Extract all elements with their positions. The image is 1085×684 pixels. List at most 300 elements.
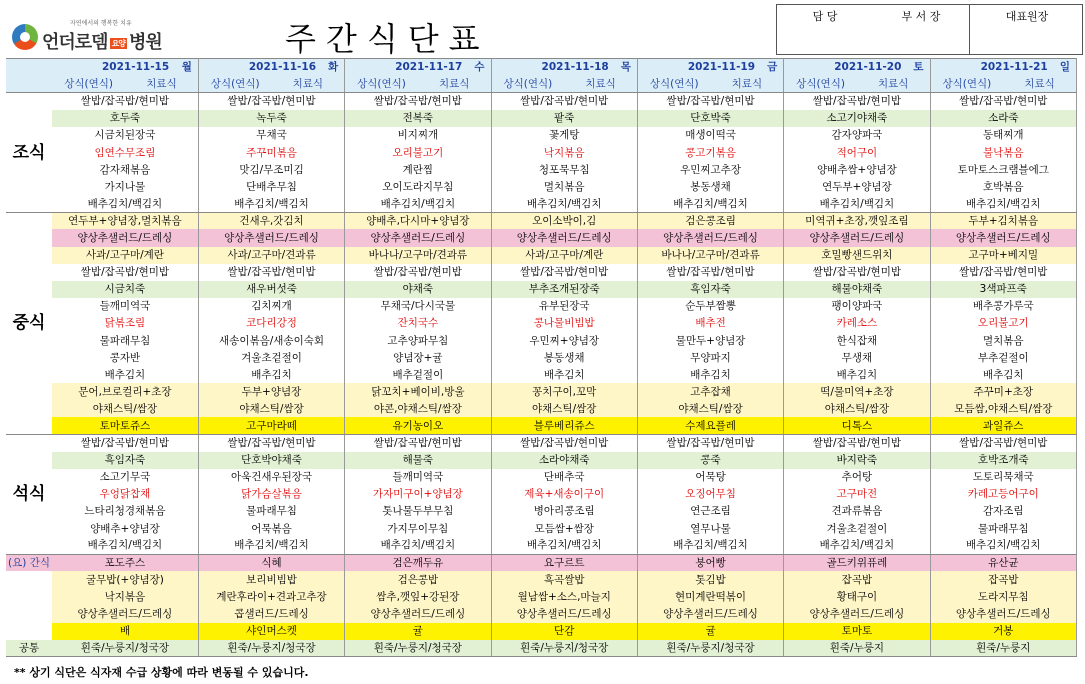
menu-cell: 배추김치 [52, 366, 198, 383]
diet-type-therapeutic: 치료식 [564, 76, 637, 93]
menu-cell: 쌀밥/잡곡밥/현미밥 [198, 435, 344, 452]
menu-cell: 부추조개된장죽 [491, 281, 637, 298]
menu-cell: 바나나/고구마/견과류 [637, 247, 783, 264]
weekly-menu-table [6, 58, 1077, 657]
menu-cell: 쌀밥/잡곡밥/현미밥 [930, 93, 1076, 110]
menu-cell: 미역귀+초장,깻잎조림 [784, 212, 930, 229]
menu-cell: 카레고등어구이 [930, 486, 1076, 503]
menu-cell: 계란후라이+견과고추장 [198, 588, 344, 605]
menu-cell: 양상추샐러드/드레싱 [784, 229, 930, 246]
page-title: 주간식단표 [285, 20, 490, 58]
hospital-logo [10, 18, 175, 58]
menu-cell: 두부+김치볶음 [930, 212, 1076, 229]
menu-cell: 거봉 [930, 623, 1076, 640]
menu-cell: 오이소박이,김 [491, 212, 637, 229]
menu-cell: 한식잡채 [784, 332, 930, 349]
menu-cell: 토마토 [784, 623, 930, 640]
menu-cell: 감자조림 [930, 503, 1076, 520]
diet-type-regular: 상식(연식) [345, 76, 418, 93]
menu-cell: 연두부+양념장,멸치볶음 [52, 212, 198, 229]
menu-row [6, 623, 1077, 640]
menu-cell: 야채스틱/쌈장 [198, 400, 344, 417]
menu-cell: 물파래무침 [52, 332, 198, 349]
menu-row [6, 144, 1077, 161]
meal-label-breakfast: 조식 [6, 93, 52, 213]
menu-cell: 야채죽 [345, 281, 491, 298]
menu-row [6, 178, 1077, 195]
meal-label-common: 공통 [6, 640, 52, 657]
menu-row [6, 298, 1077, 315]
menu-cell: 쌈추,깻잎+강된장 [345, 588, 491, 605]
menu-cell: 쌀밥/잡곡밥/현미밥 [52, 93, 198, 110]
menu-cell: 새송이볶음/새송이숙회 [198, 332, 344, 349]
diet-type-regular: 상식(연식) [637, 76, 710, 93]
menu-cell: 포도주스 [52, 554, 198, 571]
logo-tagline: 자연에서의 행복한 치유 [70, 20, 132, 27]
menu-cell: 배추김치/백김치 [930, 537, 1076, 554]
menu-cell: 흑임자죽 [637, 281, 783, 298]
menu-cell: 양배추,다시마+양념장 [345, 212, 491, 229]
menu-cell: 쌀밥/잡곡밥/현미밥 [784, 435, 930, 452]
menu-cell: 매생이떡국 [637, 127, 783, 144]
menu-cell: 해물야채죽 [784, 281, 930, 298]
menu-cell: 배추김치/백김치 [930, 195, 1076, 212]
menu-cell: 멸치볶음 [930, 332, 1076, 349]
menu-cell: 무채국 [198, 127, 344, 144]
menu-cell: 사과/고구마/견과류 [198, 247, 344, 264]
menu-row [6, 127, 1077, 144]
menu-row [6, 195, 1077, 212]
menu-cell: 카레소스 [784, 315, 930, 332]
diet-type-therapeutic: 치료식 [272, 76, 345, 93]
menu-cell: 주꾸미+초장 [930, 383, 1076, 400]
menu-cell: 보리비빔밥 [198, 571, 344, 588]
menu-cell: 잔치국수 [345, 315, 491, 332]
menu-cell: 쌀밥/잡곡밥/현미밥 [637, 93, 783, 110]
menu-cell: 가지나물 [52, 178, 198, 195]
approval-box [776, 4, 1083, 55]
menu-cell: 오리불고기 [930, 315, 1076, 332]
menu-cell: 배추김치 [784, 366, 930, 383]
menu-cell: 열무나물 [637, 520, 783, 537]
menu-cell: 단배추국 [491, 469, 637, 486]
menu-row [6, 93, 1077, 110]
menu-cell: 배추김치/백김치 [491, 537, 637, 554]
menu-cell: 꽁치구이,꼬막 [491, 383, 637, 400]
menu-cell: 계란찜 [345, 161, 491, 178]
menu-cell: 콩나물비빔밥 [491, 315, 637, 332]
menu-row [6, 640, 1077, 657]
menu-cell: 적어구이 [784, 144, 930, 161]
menu-row [6, 469, 1077, 486]
menu-cell: 바나나/고구마/견과류 [345, 247, 491, 264]
diet-type-regular: 상식(연식) [198, 76, 271, 93]
menu-row [6, 435, 1077, 452]
day-cell: 토 [857, 59, 930, 76]
menu-cell: 우엉닭찹채 [52, 486, 198, 503]
hospital-badge: 요양 [111, 38, 126, 48]
menu-cell: 쌀밥/잡곡밥/현미밥 [784, 264, 930, 281]
menu-cell: 양상추샐러드/드레싱 [345, 606, 491, 623]
date-cell: 2021-11-18 [491, 59, 564, 76]
menu-cell: 양상추샐러드/드레싱 [491, 229, 637, 246]
logo-mark-icon [12, 24, 38, 50]
menu-cell: 오징어무침 [637, 486, 783, 503]
menu-cell: 호박조개죽 [930, 452, 1076, 469]
menu-cell: 들깨미역국 [52, 298, 198, 315]
menu-cell: 도라지무침 [930, 588, 1076, 605]
menu-cell: 배추김치 [198, 366, 344, 383]
menu-cell: 호밀빵샌드위치 [784, 247, 930, 264]
corner-cell [6, 76, 52, 93]
menu-cell: 사과/고구마/계란 [491, 247, 637, 264]
menu-cell: 견과류볶음 [784, 503, 930, 520]
menu-cell: 모듬쌈+쌈장 [491, 520, 637, 537]
menu-cell: 오이도라지무침 [345, 178, 491, 195]
menu-cell: 단호박야채죽 [198, 452, 344, 469]
menu-cell: 배추김치/백김치 [198, 537, 344, 554]
menu-cell: 배추김치/백김치 [52, 195, 198, 212]
menu-cell: 소라야채죽 [491, 452, 637, 469]
menu-cell: 배추김치 [637, 366, 783, 383]
day-cell: 화 [272, 59, 345, 76]
menu-row [6, 588, 1077, 605]
menu-cell: 흰죽/누룽지/청국장 [52, 640, 198, 657]
menu-cell: 물파래무침 [930, 520, 1076, 537]
menu-cell: 배추김치/백김치 [637, 195, 783, 212]
menu-row [6, 264, 1077, 281]
menu-row [6, 417, 1077, 434]
menu-cell: 연두부+양념장 [784, 178, 930, 195]
menu-cell: 흑임자죽 [52, 452, 198, 469]
menu-row [6, 520, 1077, 537]
menu-cell: 무양파지 [637, 349, 783, 366]
menu-cell: 가지무이무침 [345, 520, 491, 537]
menu-cell: 쌀밥/잡곡밥/현미밥 [52, 264, 198, 281]
menu-cell: 쌀밥/잡곡밥/현미밥 [345, 435, 491, 452]
menu-cell: 비지찌개 [345, 127, 491, 144]
menu-cell: 과일쥬스 [930, 417, 1076, 434]
menu-row [6, 400, 1077, 417]
menu-cell: 병아리콩조림 [491, 503, 637, 520]
menu-cell: 톳김밥 [637, 571, 783, 588]
diet-type-regular: 상식(연식) [784, 76, 857, 93]
menu-cell: 모듬쌈,야채스틱/쌈장 [930, 400, 1076, 417]
diet-type-therapeutic: 치료식 [1003, 76, 1076, 93]
day-cell: 일 [1003, 59, 1076, 76]
menu-cell: 굴무밥(+양념장) [52, 571, 198, 588]
menu-cell: 우민찌+양념장 [491, 332, 637, 349]
menu-cell: 현미계란떡볶이 [637, 588, 783, 605]
menu-row [6, 110, 1077, 127]
menu-row [6, 571, 1077, 588]
day-cell: 금 [711, 59, 784, 76]
date-cell: 2021-11-15 [52, 59, 125, 76]
menu-cell: 김치찌개 [198, 298, 344, 315]
menu-row [6, 332, 1077, 349]
menu-cell: 닭꼬치+베이비,방울 [345, 383, 491, 400]
menu-row [6, 161, 1077, 178]
menu-cell: 쌀밥/잡곡밥/현미밥 [637, 435, 783, 452]
menu-cell: 귤 [345, 623, 491, 640]
menu-cell: 감자채볶음 [52, 161, 198, 178]
menu-cell: 소라죽 [930, 110, 1076, 127]
menu-cell: 호박볶음 [930, 178, 1076, 195]
menu-cell: 어묵탕 [637, 469, 783, 486]
date-cell: 2021-11-19 [637, 59, 710, 76]
menu-cell: 사과/고구마/계란 [52, 247, 198, 264]
menu-cell: 배추김치 [930, 366, 1076, 383]
menu-cell: 디톡스 [784, 417, 930, 434]
menu-cell: 가자미구이+양념장 [345, 486, 491, 503]
menu-cell: 쌀밥/잡곡밥/현미밥 [345, 264, 491, 281]
menu-cell: 양상추샐러드/드레싱 [930, 229, 1076, 246]
menu-cell: 호두죽 [52, 110, 198, 127]
menu-cell: 쌀밥/잡곡밥/현미밥 [345, 93, 491, 110]
date-cell: 2021-11-20 [784, 59, 857, 76]
menu-cell: 야채스틱/쌈장 [784, 400, 930, 417]
menu-cell: 콩자반 [52, 349, 198, 366]
menu-cell: 쌀밥/잡곡밥/현미밥 [784, 93, 930, 110]
menu-cell: 떡/물미역+초장 [784, 383, 930, 400]
menu-cell: 소고기무국 [52, 469, 198, 486]
diet-type-therapeutic: 치료식 [857, 76, 930, 93]
menu-cell: 물파래무침 [198, 503, 344, 520]
corner-cell [6, 59, 52, 76]
menu-cell: 샤인머스켓 [198, 623, 344, 640]
diet-type-regular: 상식(연식) [52, 76, 125, 93]
menu-row [6, 281, 1077, 298]
menu-cell: 쌀밥/잡곡밥/현미밥 [198, 264, 344, 281]
menu-cell: 흰죽/누룽지/청국장 [198, 640, 344, 657]
menu-row [6, 247, 1077, 264]
diet-type-therapeutic: 치료식 [418, 76, 491, 93]
menu-cell: 골드키위퓨레 [784, 554, 930, 571]
menu-cell: 흰죽/누룽지 [930, 640, 1076, 657]
menu-cell: 배추김치/백김치 [784, 195, 930, 212]
menu-row [6, 554, 1077, 571]
day-cell: 수 [418, 59, 491, 76]
menu-cell: 소고기야채죽 [784, 110, 930, 127]
menu-cell: 어묵볶음 [198, 520, 344, 537]
menu-cell: 양상추샐러드/드레싱 [637, 606, 783, 623]
hospital-name-suffix: 병원 [129, 32, 162, 53]
hospital-name [42, 28, 162, 54]
menu-cell: 녹두죽 [198, 110, 344, 127]
menu-cell: 오리불고기 [345, 144, 491, 161]
menu-cell: 쌀밥/잡곡밥/현미밥 [52, 435, 198, 452]
menu-cell: 배추김치/백김치 [345, 537, 491, 554]
menu-cell: 겨울초겉절이 [198, 349, 344, 366]
menu-cell: 겨울초겉절이 [784, 520, 930, 537]
meal-label-extra [6, 571, 52, 639]
menu-cell: 콩고기볶음 [637, 144, 783, 161]
menu-cell: 불낙볶음 [930, 144, 1076, 161]
menu-cell: 흰죽/누룽지/청국장 [345, 640, 491, 657]
menu-cell: 양상추샐러드/드레싱 [930, 606, 1076, 623]
menu-cell: 양상추샐러드/드레싱 [784, 606, 930, 623]
menu-cell: 배추김치/백김치 [52, 537, 198, 554]
date-row [6, 59, 1077, 76]
menu-cell: 두부+양념장 [198, 383, 344, 400]
diet-type-therapeutic: 치료식 [711, 76, 784, 93]
menu-cell: 고구마+베지밀 [930, 247, 1076, 264]
menu-cell: 바지락죽 [784, 452, 930, 469]
menu-cell: 들깨미역국 [345, 469, 491, 486]
menu-cell: 문어,브로컬리+초장 [52, 383, 198, 400]
menu-cell: 양념장+귤 [345, 349, 491, 366]
menu-cell: 연근조림 [637, 503, 783, 520]
menu-cell: 순두부짬뽕 [637, 298, 783, 315]
menu-cell: 단호박죽 [637, 110, 783, 127]
menu-row [6, 486, 1077, 503]
menu-cell: 도토리묵채국 [930, 469, 1076, 486]
meal-label-snack: (요) 간식 [6, 554, 52, 571]
menu-cell: 식혜 [198, 554, 344, 571]
menu-cell: 양상추샐러드/드레싱 [52, 606, 198, 623]
menu-row [6, 315, 1077, 332]
menu-cell: 배추김치/백김치 [637, 537, 783, 554]
menu-cell: 시금치죽 [52, 281, 198, 298]
menu-cell: 흰죽/누룽지 [784, 640, 930, 657]
menu-cell: 청포묵무침 [491, 161, 637, 178]
menu-cell: 고추잡채 [637, 383, 783, 400]
menu-cell: 쌀밥/잡곡밥/현미밥 [491, 435, 637, 452]
menu-cell: 양상추샐러드/드레싱 [198, 229, 344, 246]
menu-cell: 느타리청경채볶음 [52, 503, 198, 520]
menu-cell: 고추양파무침 [345, 332, 491, 349]
menu-cell: 주꾸미볶음 [198, 144, 344, 161]
menu-cell: 맛김/무조미김 [198, 161, 344, 178]
day-cell: 목 [564, 59, 637, 76]
menu-cell: 쌀밥/잡곡밥/현미밥 [491, 93, 637, 110]
menu-cell: 양배추쌈+양념장 [784, 161, 930, 178]
menu-cell: 추어탕 [784, 469, 930, 486]
menu-cell: 토마토스크램블에그 [930, 161, 1076, 178]
menu-cell: 콥샐러드/드레싱 [198, 606, 344, 623]
menu-cell: 양상추샐러드/드레싱 [52, 229, 198, 246]
menu-cell: 흰죽/누룽지/청국장 [637, 640, 783, 657]
menu-cell: 요구르트 [491, 554, 637, 571]
menu-cell: 검은콩조림 [637, 212, 783, 229]
day-cell: 월 [125, 59, 198, 76]
menu-cell: 야채스틱/쌈장 [637, 400, 783, 417]
menu-row [6, 606, 1077, 623]
diet-type-row [6, 76, 1077, 93]
menu-cell: 물만두+양념장 [637, 332, 783, 349]
menu-cell: 아욱건새우된장국 [198, 469, 344, 486]
menu-cell: 배추전 [637, 315, 783, 332]
menu-cell: 무채국/다시국물 [345, 298, 491, 315]
menu-row [6, 366, 1077, 383]
menu-cell: 배추김치/백김치 [491, 195, 637, 212]
menu-cell: 단감 [491, 623, 637, 640]
menu-cell: 새우버섯죽 [198, 281, 344, 298]
menu-cell: 양상추샐러드/드레싱 [491, 606, 637, 623]
menu-cell: 야콘,야채스틱/쌈장 [345, 400, 491, 417]
menu-cell: 잡곡밥 [784, 571, 930, 588]
menu-cell: 잡곡밥 [930, 571, 1076, 588]
menu-cell: 우민찌고추장 [637, 161, 783, 178]
menu-cell: 닭볶조림 [52, 315, 198, 332]
meal-label-lunch: 중식 [6, 212, 52, 434]
menu-cell: 수제요플레 [637, 417, 783, 434]
menu-row [6, 212, 1077, 229]
menu-cell: 쌀밥/잡곡밥/현미밥 [930, 435, 1076, 452]
hospital-name-main: 언더로뎀 [42, 32, 108, 53]
menu-cell: 단배추무침 [198, 178, 344, 195]
footer-note: ** 상기 식단은 식자재 수급 상황에 따라 변동될 수 있습니다. [14, 666, 309, 679]
menu-cell: 전복죽 [345, 110, 491, 127]
menu-cell: 블루베리쥬스 [491, 417, 637, 434]
menu-cell: 봉동생채 [491, 349, 637, 366]
menu-cell: 3색파프죽 [930, 281, 1076, 298]
meal-label-dinner: 석식 [6, 435, 52, 555]
menu-cell: 고구마전 [784, 486, 930, 503]
menu-cell: 양상추샐러드/드레싱 [637, 229, 783, 246]
menu-cell: 쌀밥/잡곡밥/현미밥 [198, 93, 344, 110]
menu-cell: 쌀밥/잡곡밥/현미밥 [491, 264, 637, 281]
menu-cell: 멸치볶음 [491, 178, 637, 195]
menu-cell: 배추콩가루국 [930, 298, 1076, 315]
menu-cell: 무생채 [784, 349, 930, 366]
menu-cell: 임연수무조림 [52, 144, 198, 161]
menu-cell: 검은콩밥 [345, 571, 491, 588]
menu-cell: 배추김치/백김치 [784, 537, 930, 554]
menu-row [6, 349, 1077, 366]
menu-cell: 붕어빵 [637, 554, 783, 571]
menu-cell: 유부된장국 [491, 298, 637, 315]
menu-cell: 감자양파국 [784, 127, 930, 144]
date-cell: 2021-11-21 [930, 59, 1003, 76]
menu-cell: 검은깨두유 [345, 554, 491, 571]
date-cell: 2021-11-17 [345, 59, 418, 76]
menu-cell: 코다리강정 [198, 315, 344, 332]
menu-cell: 유기농이오 [345, 417, 491, 434]
menu-cell: 황태구이 [784, 588, 930, 605]
menu-cell: 쌀밥/잡곡밥/현미밥 [637, 264, 783, 281]
menu-cell: 낙지볶음 [52, 588, 198, 605]
approval-manager: 부 서 장 [901, 10, 941, 23]
menu-cell: 고구마라떼 [198, 417, 344, 434]
page-header [0, 0, 1085, 58]
menu-cell: 제육+새송이구이 [491, 486, 637, 503]
menu-cell: 흑곡쌀밥 [491, 571, 637, 588]
menu-cell: 콩죽 [637, 452, 783, 469]
menu-cell: 토마토쥬스 [52, 417, 198, 434]
menu-row [6, 383, 1077, 400]
menu-cell: 동태찌개 [930, 127, 1076, 144]
menu-cell: 야채스틱/쌈장 [491, 400, 637, 417]
menu-cell: 유산균 [930, 554, 1076, 571]
menu-cell: 쌀밥/잡곡밥/현미밥 [930, 264, 1076, 281]
menu-cell: 시금치된장국 [52, 127, 198, 144]
menu-cell: 낙지볶음 [491, 144, 637, 161]
menu-cell: 꽃게탕 [491, 127, 637, 144]
menu-row [6, 452, 1077, 469]
menu-row [6, 537, 1077, 554]
menu-cell: 양상추샐러드/드레싱 [345, 229, 491, 246]
menu-cell: 팽이양파국 [784, 298, 930, 315]
menu-cell: 배 [52, 623, 198, 640]
menu-cell: 부추겉절이 [930, 349, 1076, 366]
menu-cell: 배추김치/백김치 [345, 195, 491, 212]
menu-cell: 월남쌈+소스,마늘지 [491, 588, 637, 605]
menu-row [6, 229, 1077, 246]
menu-cell: 봉동생채 [637, 178, 783, 195]
menu-cell: 배추김치/백김치 [198, 195, 344, 212]
approval-charge: 담 당 [812, 10, 838, 23]
